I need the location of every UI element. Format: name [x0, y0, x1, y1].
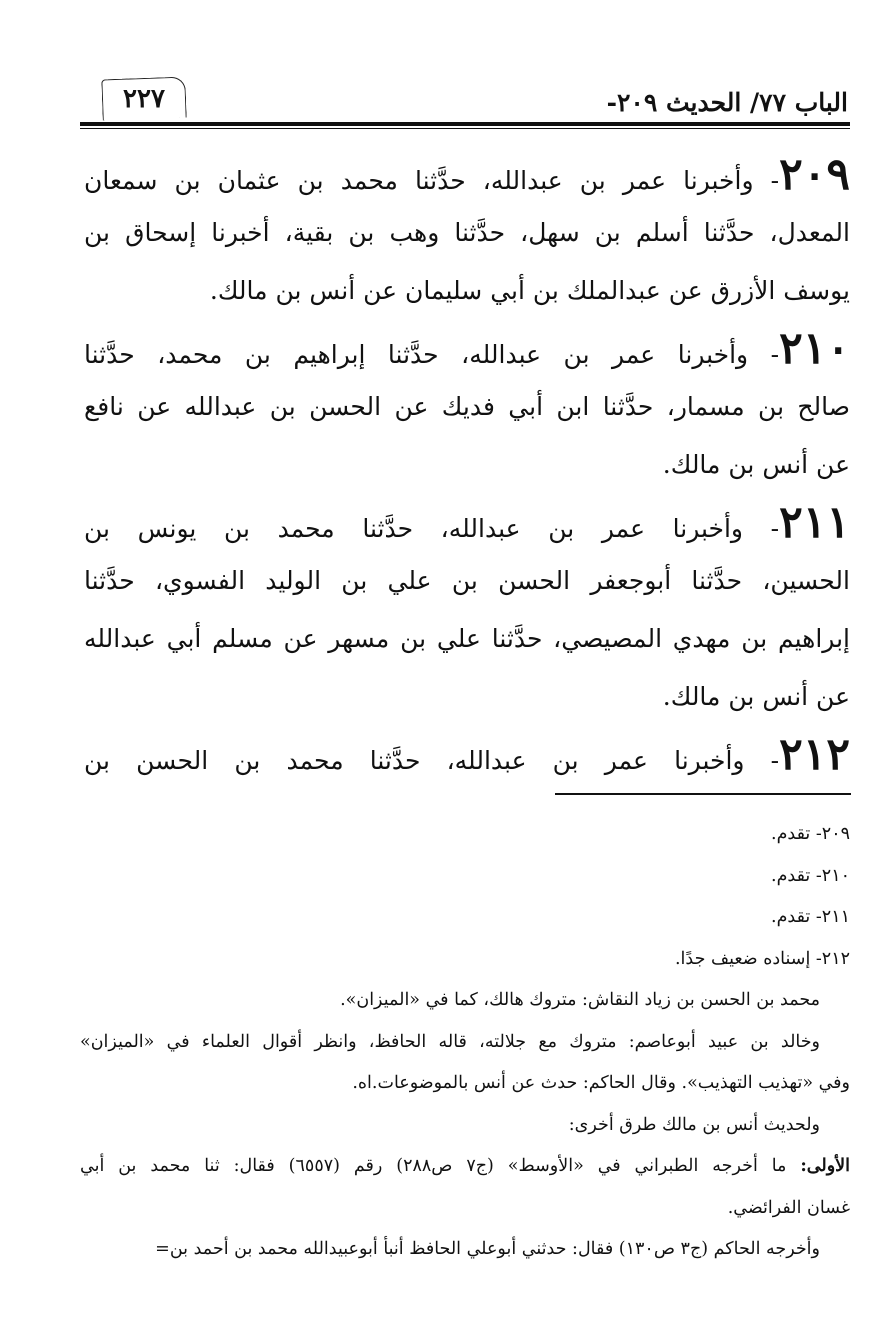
footnote-text: محمد بن الحسن بن زياد النقاش: متروك هالك، كما في «الميزان».: [340, 990, 820, 1010]
footnote-text: ولحديث أنس بن مالك طرق أخرى:: [568, 1114, 820, 1135]
footnote-text: غسان الفرائضي.: [727, 1197, 850, 1218]
footnote-text: وخالد بن عبيد أبوعاصم: متروك مع جلالته، قاله الحافظ، وانظر أقوال العلماء في «الميزان»: [80, 1031, 820, 1052]
hadith-209: [84, 146, 850, 320]
hadith-210: [84, 320, 850, 494]
footnote-209: ٢٠٩- تقدم.: [771, 824, 850, 844]
footnote-separator: [555, 793, 851, 795]
footnote-text: وأخرجه الحاكم (ج٣ ص١٣٠) فقال: حدثني أبوعلي الحافظ أنبأ أبوعبيدالله محمد بن أحمد بن=: [155, 1239, 820, 1259]
footnotes: [80, 814, 850, 1271]
main-text: [84, 146, 850, 784]
hadith-number: ٢١٠: [779, 323, 850, 374]
text-line: ٢١١- وأخبرنا عمر بن عبدالله، حدَّثنا محمد بن يونس بن: [84, 497, 850, 548]
hadith-number: ٢٠٩: [779, 149, 850, 200]
text-line: ٢١٢- وأخبرنا عمر بن عبدالله، حدَّثنا محمد بن الحسن بن: [84, 729, 850, 780]
text-line: ٢١٠- وأخبرنا عمر بن عبدالله، حدَّثنا إبراهيم بن محمد، حدَّثنا: [84, 323, 850, 374]
header-rule: [80, 122, 850, 126]
page-number: ٢٢٧: [123, 84, 165, 114]
hadith-211: [84, 494, 850, 726]
footnote-text: الأولى: ما أخرجه الطبراني في «الأوسط» (ج٧ ص٢٨٨) رقم (٦٥٥٧) فقال: ثنا محمد بن أبي: [80, 1156, 851, 1176]
hadith-number: ٢١٢: [779, 729, 850, 780]
text-line: عن أنس بن مالك.: [662, 450, 850, 479]
text-line: إبراهيم بن مهدي المصيصي، حدَّثنا علي بن مسهر عن مسلم أبي عبدالله: [84, 624, 850, 653]
footnote-211: ٢١١- تقدم.: [771, 907, 850, 927]
footnote-text: وفي «تهذيب التهذيب». وقال الحاكم: حدث عن أنس بالموضوعات.اه.: [352, 1073, 850, 1093]
header-rule-thin: [80, 128, 850, 129]
hadith-number: ٢١١: [779, 497, 850, 548]
footnote-210: ٢١٠- تقدم.: [771, 865, 850, 886]
text-line: يوسف الأزرق عن عبدالملك بن أبي سليمان عن أنس بن مالك.: [209, 276, 850, 305]
text-line: الحسين، حدَّثنا أبوجعفر الحسن بن علي بن الوليد الفسوي، حدَّثنا: [84, 566, 850, 595]
page-header: [80, 78, 850, 128]
footnote-212: ٢١٢- إسناده ضعيف جدًا.: [674, 948, 850, 969]
text-line: صالح بن مسمار، حدَّثنا ابن أبي فديك عن الحسن بن عبدالله عن نافع: [84, 392, 850, 421]
footnote-lead: الأولى:: [800, 1156, 851, 1176]
chapter-title: الباب ٧٧/ الحديث ٢٠٩-: [606, 88, 848, 117]
hadith-212: [84, 726, 850, 784]
text-line: عن أنس بن مالك.: [662, 682, 850, 711]
text-line: ٢٠٩- وأخبرنا عمر بن عبدالله، حدَّثنا محمد بن عثمان بن سمعان: [84, 149, 850, 200]
text-line: المعدل، حدَّثنا أسلم بن سهل، حدَّثنا وهب بن بقية، أخبرنا إسحاق بن: [84, 218, 850, 247]
